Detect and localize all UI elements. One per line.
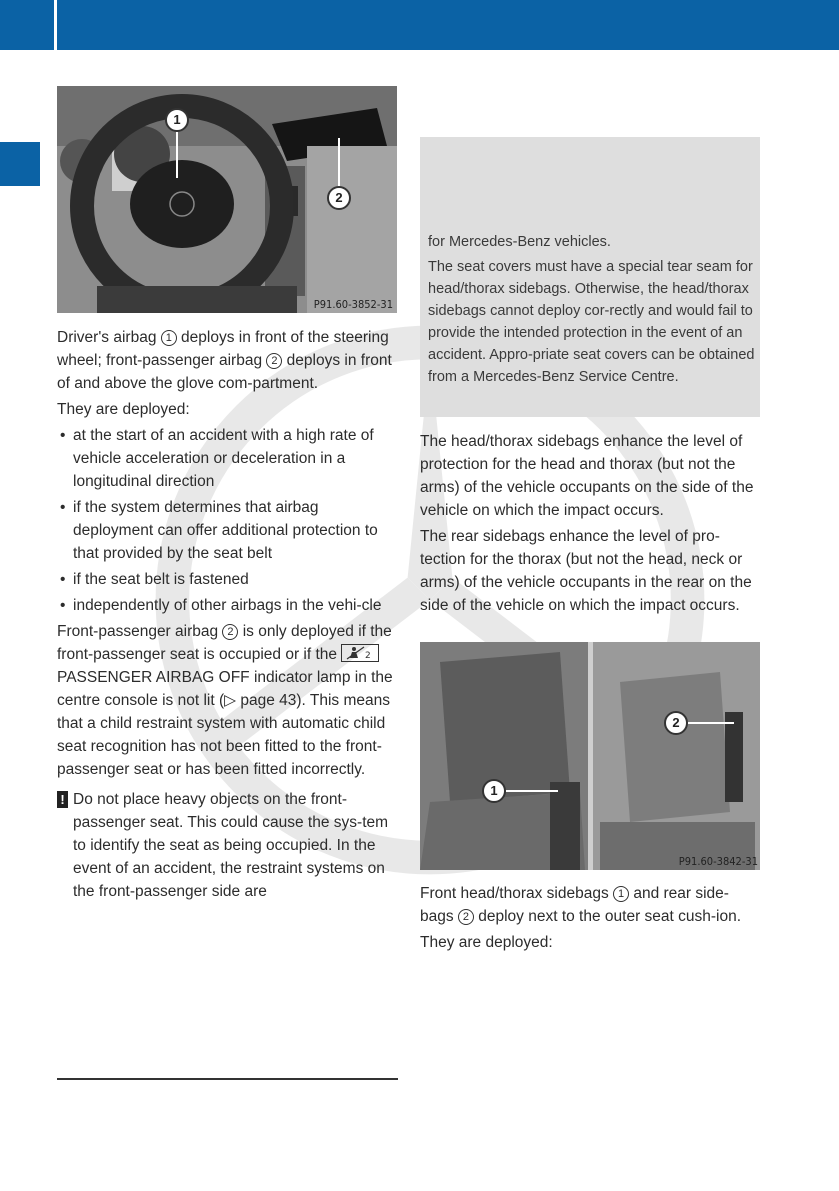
head-thorax-paragraph: The head/thorax sidebags enhance the level of protection for the head and thorax (but not the arms) of the vehicle occupants on the side of the vehicle on which the impact occurs. [420, 433, 754, 519]
list-item: • if the seat belt is fastened [60, 571, 249, 588]
callout-1-leader [176, 132, 178, 178]
passenger-airbag-off-icon [341, 644, 379, 662]
right-column [420, 430, 762, 620]
callout-ref-2: 2 [266, 353, 282, 369]
list-item: • if the system determines that airbag deployment can offer additional protection to that provided by the seat belt [60, 499, 378, 562]
front-passenger-paragraph: Front-passenger airbag 2 is only deployed if the front-passenger seat is occupied or if the 2 PASSENGER AIRBAG OFF indicator lamp in the centre console is not lit (▷ page 43). This means that a child restraint system with automatic child seat recognition has not been fitted to the front-passenger seat or has been fitted incorrectly. [57, 623, 393, 778]
footnote-rule [57, 1078, 398, 1080]
airbag-deploy-paragraph: Driver's airbag 1 deploys in front of the steering wheel; front-passenger airbag 2 deploys in front of and above the glove com-partment. [57, 329, 392, 392]
callout-ref-2: 2 [458, 909, 474, 925]
header-divider [54, 0, 57, 50]
callout-2: 2 [664, 711, 688, 735]
warning-icon: ! [57, 791, 68, 808]
cockpit-airbag-photo [57, 86, 397, 313]
warning-note: ! Do not place heavy objects on the front-passenger seat. This could cause the sys-tem to identify the seat as being occupied. In the event of an accident, the restraint systems on the front-passenger side are [57, 788, 399, 903]
figure-code: P91.60-3852-31 [313, 298, 393, 311]
callout-2-leader [338, 138, 340, 186]
callout-ref-1: 1 [613, 886, 629, 902]
figure-code: P91.60-3842-31 [678, 855, 758, 868]
note-line-2: The seat covers must have a special tear seam for head/thorax sidebags. Otherwise, the head/thorax sidebags cannot deploy cor-rectly and would fail to provide the intended protection in the event of an accident. Appro-priate seat covers can be obtained from a Mercedes-Benz Service Centre. [428, 259, 755, 385]
deployed-heading: They are deployed: [57, 401, 190, 418]
note-box [420, 137, 760, 417]
callout-1-leader [506, 790, 558, 792]
rear-sidebag-paragraph: The rear sidebags enhance the level of pro-tection for the thorax (but not the head, neck or arms) of the vehicle occupants in the rear on the side of the vehicle on which the impact occurs. [420, 528, 752, 614]
callout-2-leader [688, 722, 734, 724]
callout-ref-1: 1 [161, 330, 177, 346]
callout-1: 1 [482, 779, 506, 803]
note-line-1: for Mercedes-Benz vehicles. [428, 234, 611, 250]
callout-1: 1 [165, 108, 189, 132]
list-item: • at the start of an accident with a high rate of vehicle acceleration or deceleration in a longitudinal direction [60, 427, 374, 490]
right-column-lower [420, 882, 762, 957]
sidebag-seats-photo [420, 642, 760, 870]
callout-ref-2: 2 [222, 624, 238, 640]
sidebag-deploy-paragraph: Front head/thorax sidebags 1 and rear side-bags 2 deploy next to the outer seat cush-ion. [420, 885, 742, 925]
list-item: • independently of other airbags in the vehi-cle [60, 597, 382, 614]
header-bar [0, 0, 839, 50]
svg-text:2: 2 [365, 651, 372, 661]
left-column [57, 326, 399, 903]
section-tab-marker [0, 142, 40, 186]
callout-2: 2 [327, 186, 351, 210]
deployed-heading: They are deployed: [420, 934, 553, 951]
